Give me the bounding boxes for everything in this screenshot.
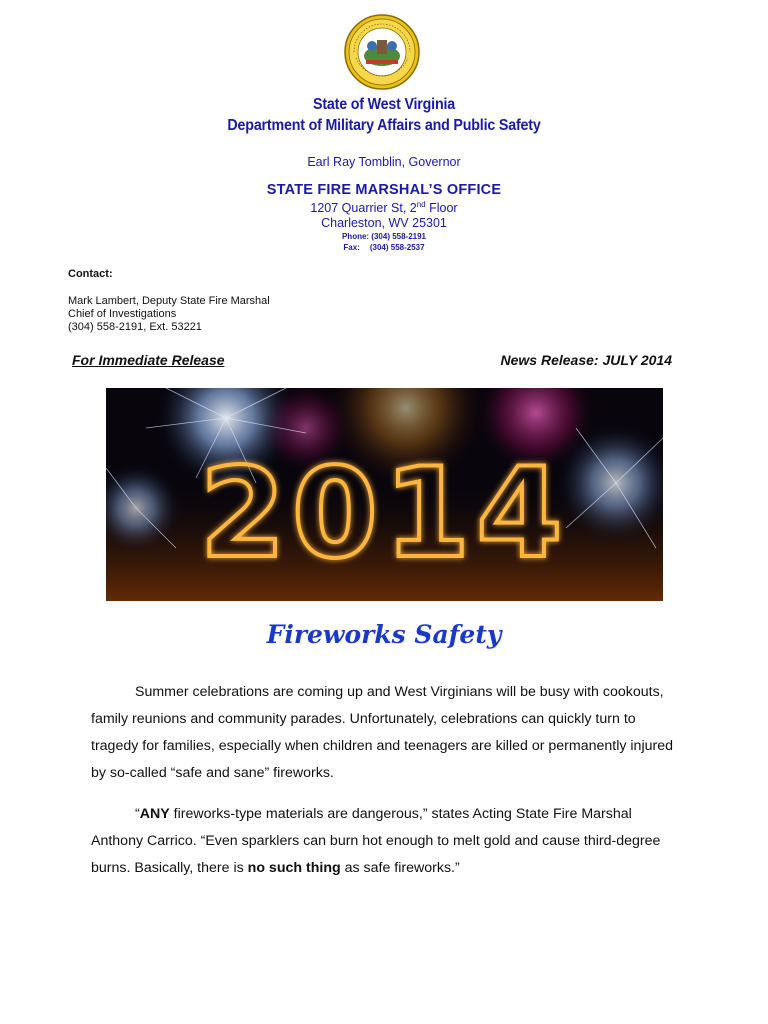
- governor-line: Earl Ray Tomblin, Governor: [307, 155, 461, 169]
- article-paragraph-1: Summer celebrations are coming up and West Virginians will be busy with cookouts, family reunions and community parades. Unfortunately, celebrations can quickly turn to tragedy for families, especially when children and teenagers are killed or permanently injured by so-called “safe and sane” fireworks.: [91, 684, 673, 781]
- release-type: For Immediate Release: [72, 352, 225, 368]
- contact-name: Mark Lambert, Deputy State Fire Marshal: [68, 295, 270, 307]
- office-name: STATE FIRE MARSHAL’S OFFICE: [266, 182, 502, 198]
- banner-year-text: 2014: [199, 442, 569, 586]
- contact-phone: (304) 558-2191, Ext. 53221: [68, 321, 202, 333]
- fireworks-photo-icon: [106, 388, 663, 601]
- fireworks-banner-art: [106, 388, 663, 601]
- state-name: State of West Virginia: [312, 96, 456, 113]
- release-date: News Release: JULY 2014: [500, 352, 672, 368]
- department-name: Department of Military Affairs and Public Safety: [227, 117, 541, 134]
- address-street: 1207 Quarrier St, 2nd Floor: [310, 200, 458, 216]
- phone-line: Phone: (304) 558-2191: [341, 232, 427, 241]
- article-paragraph-2: “ANY fireworks-type materials are dangerous,” states Acting State Fire Marshal Anthony Carrico. “Even sparklers can burn hot enough to melt gold and cause third-degree burns. Basically, there is no such thing as safe fireworks.”: [91, 806, 661, 876]
- article-title: Fireworks Safety: [266, 620, 502, 649]
- fax-line: Fax: (304) 558-2537: [343, 243, 425, 252]
- contact-title: Chief of Investigations: [68, 308, 177, 320]
- address-city: Charleston, WV 25301: [321, 216, 447, 230]
- west-virginia-state-seal-icon: [344, 14, 420, 90]
- contact-label: Contact:: [68, 268, 113, 280]
